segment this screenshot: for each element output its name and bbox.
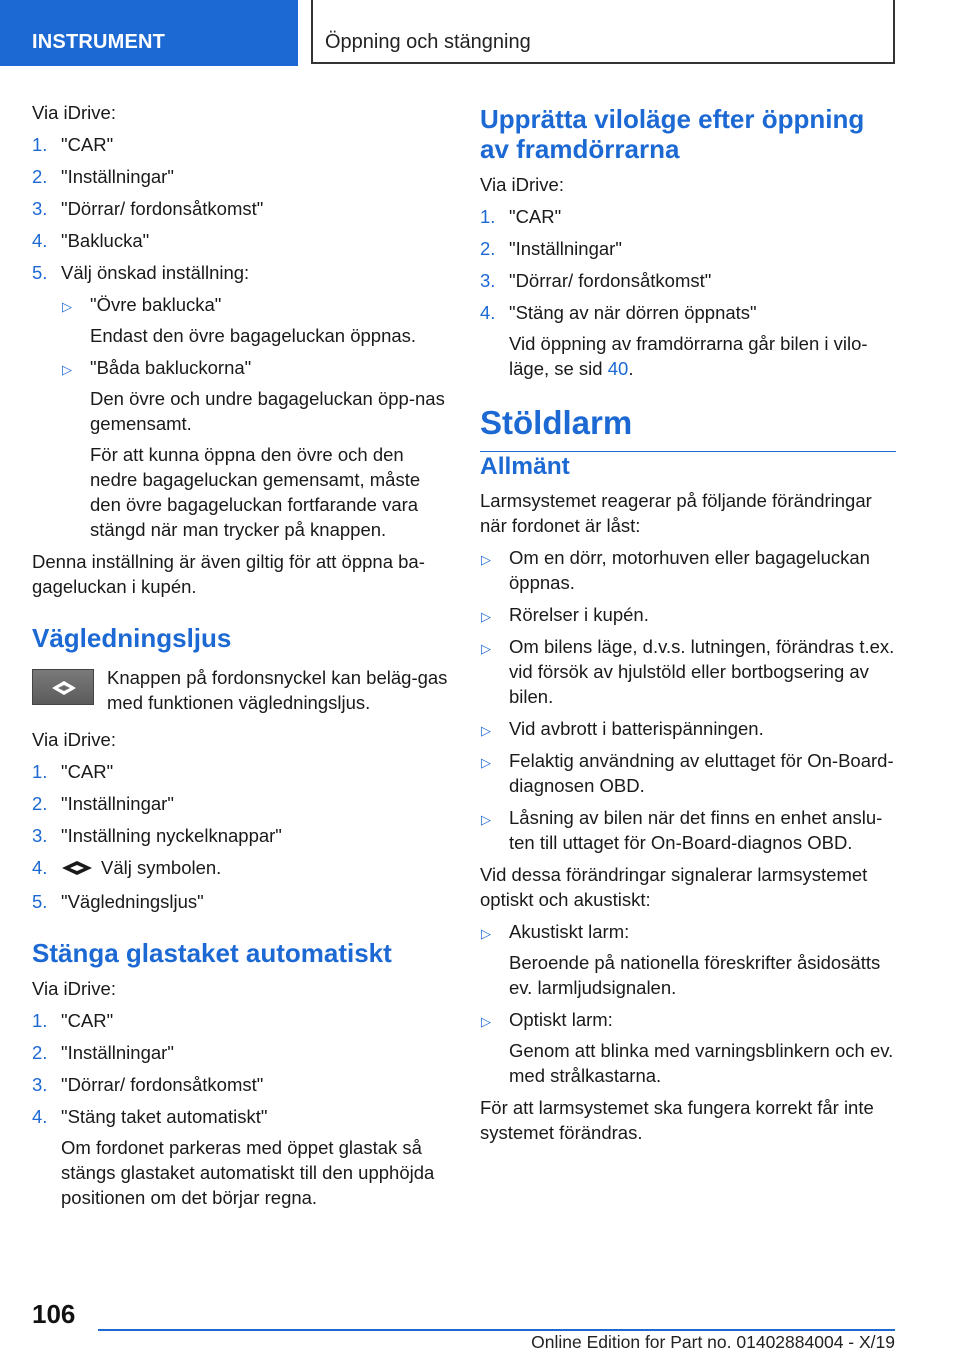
heading-guide-light: Vägledningsljus <box>32 623 232 653</box>
step-item <box>32 1040 450 1065</box>
triangle-right-icon: ▷ <box>481 609 491 624</box>
step-text: "CAR" <box>509 206 562 227</box>
step-text: Välj symbolen. <box>101 857 222 878</box>
step-text: "Inställning nyckelknappar" <box>61 825 282 846</box>
step-description: Om fordonet parkeras med öppet glastak så stängs glastaket automatiskt till den upphöjda positionen om det börjar regna. <box>61 1137 435 1208</box>
step-item <box>32 164 450 189</box>
list-item-label: Akustiskt larm: <box>509 921 630 942</box>
step-text: "CAR" <box>61 761 114 782</box>
section-title: Öppning och stängning <box>311 0 895 64</box>
chapter-tab[interactable]: INSTRUMENT <box>0 0 298 66</box>
heading-rest-mode: Upprätta viloläge efter öppning av framdörrarna <box>480 104 865 164</box>
step-text: "Inställningar" <box>61 793 174 814</box>
setting-note: Denna inställning är även giltig för att öppna ba-gageluckan i kupén. <box>32 551 425 597</box>
list-item <box>480 748 896 798</box>
step-item <box>480 204 896 229</box>
via-idrive-label: Via iDrive: <box>480 174 564 195</box>
page-number: 106 <box>32 1299 76 1329</box>
page-link[interactable]: 40 <box>607 358 629 379</box>
list-item <box>480 919 896 1000</box>
step-item <box>480 268 896 293</box>
signal-type-list <box>480 919 896 1088</box>
step-text: Välj önskad inställning: <box>61 262 250 283</box>
list-item-text: Låsning av bilen när det finns en enhet anslu-ten till uttaget för On-Board-diagnos OBD. <box>509 807 883 853</box>
step-item <box>32 1104 450 1210</box>
step-number: 3. <box>32 825 48 846</box>
list-item-text: Om en dörr, motorhuven eller bagageluckan öppnas. <box>509 547 870 593</box>
page-header <box>0 0 960 66</box>
option-description: Endast den övre bagageluckan öppnas. <box>90 325 417 346</box>
list-item <box>480 634 896 709</box>
step-item <box>32 855 450 882</box>
left-column <box>32 100 450 1217</box>
step-item <box>32 132 450 157</box>
step-number: 1. <box>32 761 48 782</box>
footer-divider <box>98 1329 895 1331</box>
step-number: 2. <box>32 1042 48 1063</box>
step-text: "Vägledningsljus" <box>61 891 204 912</box>
step-number: 5. <box>32 891 48 912</box>
via-idrive-label: Via iDrive: <box>32 729 116 750</box>
step-number: 4. <box>480 302 496 323</box>
heading-close-roof: Stänga glastaket automatiskt <box>32 938 392 968</box>
triangle-right-icon: ▷ <box>481 812 491 827</box>
heading-general: Allmänt <box>480 453 570 480</box>
closing-note: För att larmsystemet ska fungera korrekt får inte systemet förändras. <box>480 1097 874 1143</box>
step-number: 3. <box>32 198 48 219</box>
list-item-text: Rörelser i kupén. <box>509 604 649 625</box>
via-idrive-label: Via iDrive: <box>32 978 116 999</box>
step-text: "Stäng taket automatiskt" <box>61 1106 268 1127</box>
step-text: "CAR" <box>61 1010 114 1031</box>
step-item <box>32 823 450 848</box>
option-label: "Båda bakluckorna" <box>90 357 252 378</box>
step-item <box>32 228 450 253</box>
triangle-right-icon: ▷ <box>481 1014 491 1029</box>
triangle-right-icon: ▷ <box>481 723 491 738</box>
step-text: "Inställningar" <box>509 238 622 259</box>
list-item <box>480 805 896 855</box>
step-text: "Baklucka" <box>61 230 150 251</box>
list-item-text: Felaktig användning av eluttaget för On-Board-diagnosen OBD. <box>509 750 894 796</box>
step-number: 2. <box>32 166 48 187</box>
list-item <box>480 602 896 627</box>
heading-theft-alarm: Stöldlarm <box>480 403 896 452</box>
step-number: 4. <box>32 230 48 251</box>
guide-light-key-icon <box>32 669 94 705</box>
step-number: 1. <box>32 1010 48 1031</box>
list-item <box>480 1007 896 1088</box>
rest-mode-steps <box>480 204 896 381</box>
step-number: 3. <box>32 1074 48 1095</box>
step-number: 1. <box>480 206 496 227</box>
option-list <box>61 292 450 542</box>
step-item <box>480 236 896 261</box>
step-text: "Dörrar/ fordonsåtkomst" <box>61 198 264 219</box>
key-info <box>32 665 450 715</box>
tailgate-steps <box>32 132 450 542</box>
roof-steps <box>32 1008 450 1210</box>
edition-text: Online Edition for Part no. 01402884004 - X/19 <box>531 1332 895 1352</box>
signal-intro: Vid dessa förändringar signalerar larmsystemet optiskt och akustiskt: <box>480 864 868 910</box>
list-item-text: Vid avbrott i batterispänningen. <box>509 718 764 739</box>
alarm-trigger-list <box>480 545 896 855</box>
list-item-description: Beroende på nationella föreskrifter åsidosätts ev. larmljudsignalen. <box>509 952 881 998</box>
step-text: "Dörrar/ fordonsåtkomst" <box>61 1074 264 1095</box>
step-text: "CAR" <box>61 134 114 155</box>
triangle-right-icon: ▷ <box>481 926 491 941</box>
step-text: "Inställningar" <box>61 166 174 187</box>
step-number: 5. <box>32 262 48 283</box>
alarm-intro: Larmsystemet reagerar på följande förändringar när fordonet är låst: <box>480 490 872 536</box>
step-description: Vid öppning av framdörrarna går bilen i vilo-läge, se sid 40. <box>509 333 868 379</box>
triangle-right-icon: ▷ <box>481 755 491 770</box>
step-text: "Dörrar/ fordonsåtkomst" <box>509 270 712 291</box>
option-note: För att kunna öppna den övre och den nedre bagageluckan gemensamt, måste den övre bagageluckan fortfarande vara stängd när man trycker på knappen. <box>90 444 421 540</box>
step-item <box>32 1072 450 1097</box>
step-number: 2. <box>480 238 496 259</box>
list-item-text: Om bilens läge, d.v.s. lutningen, förändras t.ex. vid försök av hjulstöld eller bortbogsering av bilen. <box>509 636 895 707</box>
list-item-label: Optiskt larm: <box>509 1009 613 1030</box>
via-idrive-label: Via iDrive: <box>32 102 116 123</box>
triangle-right-icon: ▷ <box>481 552 491 567</box>
step-item <box>32 889 450 914</box>
option-label: "Övre baklucka" <box>90 294 222 315</box>
guide-light-steps <box>32 759 450 914</box>
step-item <box>32 196 450 221</box>
list-item <box>480 716 896 741</box>
triangle-right-icon: ▷ <box>62 299 72 314</box>
option-item <box>61 355 450 542</box>
list-item <box>480 545 896 595</box>
step-text: "Stäng av när dörren öppnats" <box>509 302 757 323</box>
key-info-text: Knappen på fordonsnyckel kan beläg-gas med funktionen vägledningsljus. <box>107 667 448 713</box>
guide-light-symbol-icon <box>61 857 93 882</box>
step-number: 3. <box>480 270 496 291</box>
step-item <box>32 1008 450 1033</box>
triangle-right-icon: ▷ <box>481 641 491 656</box>
step-number: 4. <box>32 1106 48 1127</box>
step-text: "Inställningar" <box>61 1042 174 1063</box>
list-item-description: Genom att blinka med varningsblinkern och ev. med strålkastarna. <box>509 1040 894 1086</box>
rest-desc-text: Vid öppning av framdörrarna går bilen i vilo-läge, se sid <box>509 333 868 379</box>
step-item <box>32 791 450 816</box>
step-item <box>32 260 450 542</box>
option-item <box>61 292 450 348</box>
step-number: 1. <box>32 134 48 155</box>
right-column <box>480 100 896 1152</box>
option-description: Den övre och undre bagageluckan öpp-nas gemensamt. <box>90 388 445 434</box>
step-number: 2. <box>32 793 48 814</box>
step-item <box>480 300 896 381</box>
step-number: 4. <box>32 857 48 878</box>
triangle-right-icon: ▷ <box>62 362 72 377</box>
step-item <box>32 759 450 784</box>
